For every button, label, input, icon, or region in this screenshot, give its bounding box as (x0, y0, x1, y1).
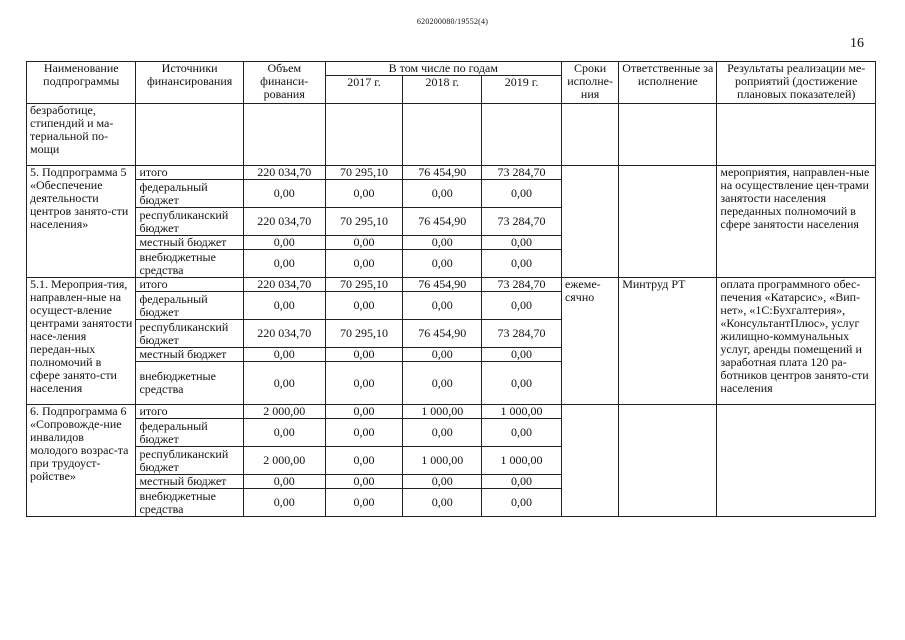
source-cell: внебюджетные средства (136, 250, 243, 278)
source-cell: республиканский бюджет (136, 208, 243, 236)
source-cell: местный бюджет (136, 475, 243, 489)
total-cell: 0,00 (243, 236, 325, 250)
y2019-cell: 1 000,00 (482, 447, 562, 475)
y2019-cell: 0,00 (482, 489, 562, 517)
y2017-cell: 70 295,10 (325, 320, 403, 348)
y2017-cell: 70 295,10 (325, 166, 403, 180)
y2018-cell: 0,00 (403, 180, 482, 208)
y2018-cell: 76 454,90 (403, 278, 482, 292)
total-cell: 2 000,00 (243, 405, 325, 419)
y2018-cell: 0,00 (403, 348, 482, 362)
y2018-cell: 0,00 (403, 292, 482, 320)
y2019-cell: 0,00 (482, 250, 562, 278)
source-cell: местный бюджет (136, 348, 243, 362)
total-cell: 0,00 (243, 180, 325, 208)
header-sources: Источники финансирования (136, 62, 243, 104)
y2018-cell: 0,00 (403, 475, 482, 489)
y2019-cell: 0,00 (482, 236, 562, 250)
source-cell: республиканский бюджет (136, 447, 243, 475)
header-2017: 2017 г. (325, 76, 403, 104)
section-6-terms (561, 405, 618, 517)
section-6-results (717, 405, 876, 517)
document-id: 620200080/19552(4) (416, 17, 489, 26)
source-cell: итого (136, 405, 243, 419)
y2017-cell: 0,00 (325, 362, 403, 405)
section-5-1-results: оплата программного обес-печения «Катарсис», «Вип-нет», «1С:Бухгалтерия», «КонсультантПлюс», услуг жилищно-коммунальных услуг, аренды помещений и заработная плата 120 ра-ботников центров занято-сти населения (717, 278, 876, 405)
source-cell: итого (136, 166, 243, 180)
y2019-cell: 73 284,70 (482, 208, 562, 236)
header-volume: Объем финанси-рования (243, 62, 325, 104)
y2018-cell: 0,00 (403, 362, 482, 405)
y2017-cell: 0,00 (325, 236, 403, 250)
y2018-cell: 0,00 (403, 489, 482, 517)
y2017-cell: 0,00 (325, 475, 403, 489)
source-cell: внебюджетные средства (136, 362, 243, 405)
header-by-years: В том числе по годам (325, 62, 561, 76)
section-5-1-terms: ежеме-сячно (561, 278, 618, 405)
y2017-cell: 0,00 (325, 489, 403, 517)
table-row (27, 405, 876, 419)
y2018-cell: 0,00 (403, 236, 482, 250)
y2017-cell: 70 295,10 (325, 208, 403, 236)
y2017-cell: 0,00 (325, 250, 403, 278)
section-5-1-responsible: Минтруд РТ (619, 278, 717, 405)
y2019-cell: 0,00 (482, 180, 562, 208)
y2019-cell: 73 284,70 (482, 278, 562, 292)
section-5-results: мероприятия, направлен-ные на осуществление цен-трами занятости населения переданных полномочий в сфере занятости населения (717, 166, 876, 278)
y2019-cell: 73 284,70 (482, 166, 562, 180)
y2019-cell: 0,00 (482, 292, 562, 320)
source-cell: итого (136, 278, 243, 292)
y2018-cell: 1 000,00 (403, 447, 482, 475)
total-cell: 0,00 (243, 489, 325, 517)
y2017-cell: 0,00 (325, 419, 403, 447)
total-cell: 0,00 (243, 475, 325, 489)
total-cell: 0,00 (243, 250, 325, 278)
y2019-cell: 0,00 (482, 348, 562, 362)
section-5-name: 5. Подпрограмма 5 «Обеспечение деятельности центров занято-сти населения» (27, 166, 136, 278)
section-5-terms (561, 166, 618, 278)
header-2018: 2018 г. (403, 76, 482, 104)
y2018-cell: 76 454,90 (403, 208, 482, 236)
y2018-cell: 76 454,90 (403, 320, 482, 348)
total-cell: 0,00 (243, 362, 325, 405)
y2019-cell: 0,00 (482, 362, 562, 405)
header-terms: Сроки исполне-ния (561, 62, 618, 104)
header-responsible: Ответственные за исполнение (619, 62, 717, 104)
y2017-cell: 0,00 (325, 447, 403, 475)
page-number: 16 (850, 36, 864, 51)
total-cell: 220 034,70 (243, 320, 325, 348)
source-cell: республиканский бюджет (136, 320, 243, 348)
y2017-cell: 70 295,10 (325, 278, 403, 292)
y2017-cell: 0,00 (325, 348, 403, 362)
continuation-row (27, 104, 876, 166)
y2018-cell: 76 454,90 (403, 166, 482, 180)
total-cell: 0,00 (243, 348, 325, 362)
table-row (27, 278, 876, 292)
total-cell: 220 034,70 (243, 166, 325, 180)
y2018-cell: 0,00 (403, 419, 482, 447)
source-cell: федеральный бюджет (136, 419, 243, 447)
y2019-cell: 0,00 (482, 419, 562, 447)
source-cell: федеральный бюджет (136, 292, 243, 320)
section-5-responsible (619, 166, 717, 278)
y2017-cell: 0,00 (325, 405, 403, 419)
source-cell: местный бюджет (136, 236, 243, 250)
header-name: Наименование подпрограммы (27, 62, 136, 104)
y2019-cell: 0,00 (482, 475, 562, 489)
section-6-responsible (619, 405, 717, 517)
total-cell: 0,00 (243, 292, 325, 320)
source-cell: федеральный бюджет (136, 180, 243, 208)
section-5-1-name: 5.1. Мероприя-тия, направлен-ные на осущест-вление центрами занятости насе-ления передан-ных полномочий в сфере занято-сти населения (27, 278, 136, 405)
y2017-cell: 0,00 (325, 180, 403, 208)
table-row (27, 166, 876, 180)
section-6-name: 6. Подпрограмма 6 «Сопровожде-ние инвалидов молодого возрас-та при трудоуст-ройстве» (27, 405, 136, 517)
y2018-cell: 1 000,00 (403, 405, 482, 419)
continuation-name: безработице, стипендий и ма-териальной по-мощи (27, 104, 136, 166)
total-cell: 0,00 (243, 419, 325, 447)
y2019-cell: 73 284,70 (482, 320, 562, 348)
total-cell: 220 034,70 (243, 278, 325, 292)
total-cell: 2 000,00 (243, 447, 325, 475)
program-table (26, 61, 876, 517)
y2018-cell: 0,00 (403, 250, 482, 278)
total-cell: 220 034,70 (243, 208, 325, 236)
header-2019: 2019 г. (482, 76, 562, 104)
y2019-cell: 1 000,00 (482, 405, 562, 419)
header-results: Результаты реализации ме-роприятий (достижение плановых показателей) (717, 62, 876, 104)
y2017-cell: 0,00 (325, 292, 403, 320)
source-cell: внебюджетные средства (136, 489, 243, 517)
